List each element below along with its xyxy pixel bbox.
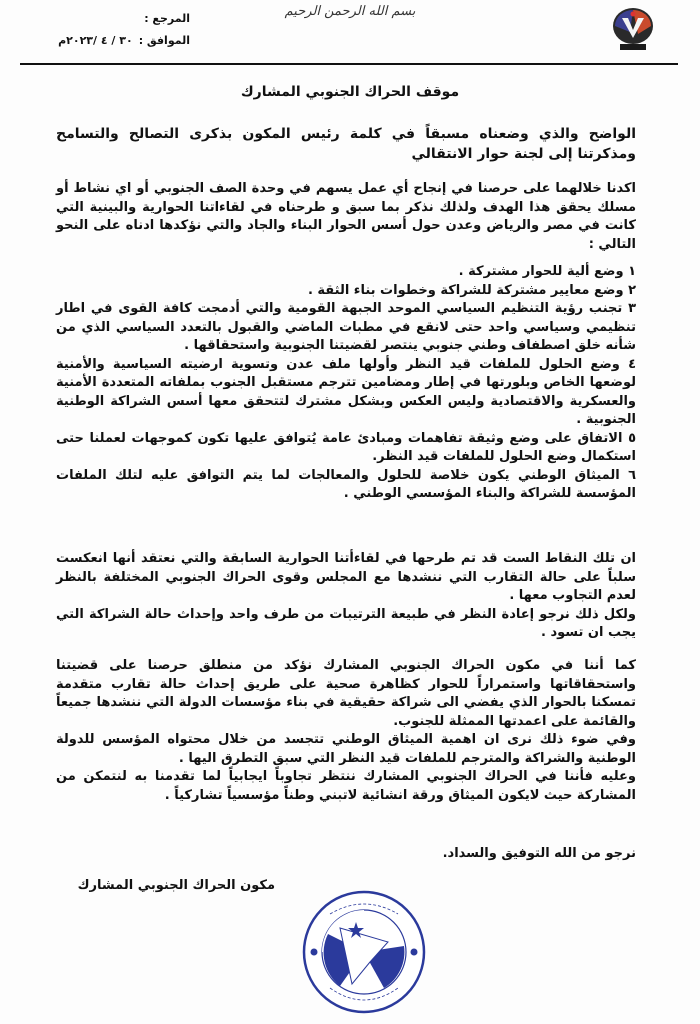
paragraph-1-text: اكدنا خلالهما على حرصنا في إنجاح أي عمل يسهم في وحدة الصف الجنوبي أو اي نشاط أو مسلك يحقق هذا الهدف ولذلك نذكر بما سبق و طرحناه في لقاءاتنا الحوارية والبينية التي كانت في مصر والرياض وعدن حول أسس الحوار البناء والجاد والتي نؤكدها ادناه على النحو التالي :	[56, 181, 636, 252]
official-stamp-icon	[300, 888, 428, 1016]
reference-block	[40, 8, 190, 52]
reference-row	[40, 8, 190, 30]
point-item: ٦ الميثاق الوطني يكون خلاصة للحلول والمعالجات لما يتم التوافق عليه لتلك الملفات المؤسسة للشراكة والبناء المؤسسي الوطني .	[56, 467, 636, 501]
paragraph-text: ولكل ذلك نرجو إعادة النظر في طبيعة الترتيبات من طرف واحد وإحداث حالة الشراكة التي يجب ان تسود .	[56, 606, 636, 640]
signature-line: مكون الحراك الجنوبي المشارك	[77, 878, 275, 893]
letterhead	[0, 0, 700, 66]
paragraph-text: وفي ضوء ذلك نرى ان اهمية الميثاق الوطني تتجسد من خلال محتواه المؤسس للدولة الوطنية والشراكة والمترجم للملفات قيد النظر التي سبق التطرق اليها .	[56, 732, 636, 766]
points-list	[56, 263, 636, 504]
paragraph-text: كما أننا في مكون الحراك الجنوبي المشارك نؤكد من منطلق حرصنا على قضيتنا واستحقاقاتها واستمراراً للحوار كظاهرة صحية على طريق إحداث حالة تقارب متقدمة تمسكنا بالحوار الذي يفضي الى شراكة حقيقية في بناء مؤسسات الدولة التي ننشدها جميعاً والقائمة على اعمدتها الممثلة للجنوب.	[56, 658, 636, 729]
point-item: ٤ وضع الحلول للملفات قيد النظر وأولها ملف عدن وتسوية ارضيته السياسية والأمنية لوضعها الخاص وبلورتها في إطار ومضامين تترجم مستقبل الجنوب بملفاته المتعددة الأمنية والعسكرية والاقتصادية وليس العكس وبشكل مشترك لتتحقق معها أسس الشراكة الوطنية الجنوبية .	[56, 356, 636, 427]
point-item: ١ وضع ألية للحوار مشتركة .	[458, 264, 636, 279]
point-item: ٥ الاتفاق على وضع وثيقة تفاهمات ومبادئ عامة يُتوافق عليها تكون كموجهات لعملنا حتى استكمال وضع الحلول للملفات قيد النظر.	[56, 430, 636, 464]
paragraph-3	[56, 657, 636, 805]
paragraph-1	[56, 180, 636, 254]
closing-text: نرجو من الله التوفيق والسداد.	[442, 846, 636, 861]
closing-line	[56, 845, 636, 864]
point-item: ٣ تجنب رؤية التنظيم السياسي الموحد الجبهة القومية والتي أدمجت كافة القوى في اطار تنظيمي وسياسي واحد حتى لانقع في مطبات الماضي والقبول بالتعدد السياسي الذي من شأنه خلق اصطفاف وطني جنوبي ينتصر لقضيتنا الجنوبية واستحقاقها .	[56, 301, 636, 353]
date-label: الموافق :	[138, 34, 190, 47]
document-title: موقف الحراك الجنوبي المشارك	[240, 84, 460, 100]
paragraph-2	[56, 550, 636, 643]
organization-emblem-icon	[608, 4, 658, 54]
date-row	[40, 30, 190, 52]
reference-label: المرجع :	[144, 12, 190, 25]
point-item: ٢ وضع معايير مشتركة للشراكة وخطوات بناء الثقة .	[307, 282, 636, 298]
paragraph-text: ان تلك النقاط الست قد تم طرحها في لقاءأتنا الحوارية السابقة والتي نعتقد أنها انعكست سلباً على حالة التقارب التي ننشدها مع المجلس وقوى الحراك الجنوبي المختلفة بالنظر لعدم التجاوب معها .	[56, 551, 636, 603]
header-divider	[20, 63, 678, 65]
intro-paragraph	[56, 124, 636, 164]
basmala-calligraphy: بسم الله الرحمن الرحيم	[284, 4, 416, 19]
date-value: ٣٠ / ٤ /٢٠٢٣م	[58, 34, 133, 47]
intro-text: الواضح والذي وضعناه مسبقاً في كلمة رئيس المكون بذكرى التصالح والتسامح ومذكرتنا إلى لجنة حوار الانتقالي	[56, 126, 636, 162]
paragraph-text: وعليه فأننا في الحراك الجنوبي المشارك ننتظر تجاوباً ايجابياً لما تقدمنا به لنتمكن من المشاركة حيث لايكون الميثاق ورقة انشائية لاتبني وطناً مؤسسياً تشاركياً .	[56, 769, 636, 803]
